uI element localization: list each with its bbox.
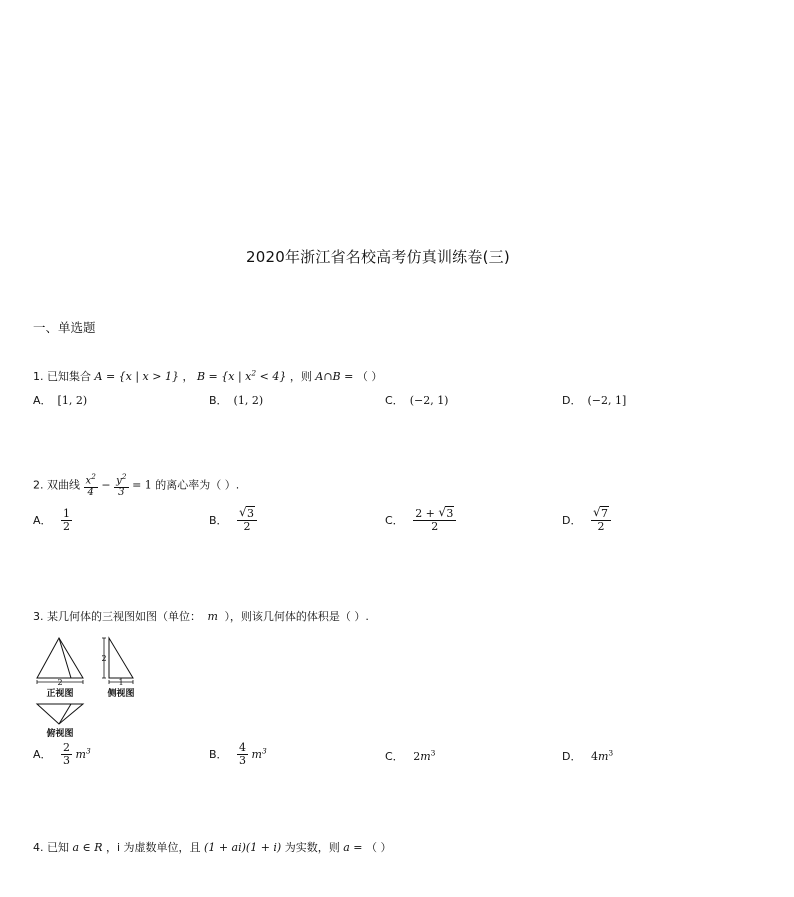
q1-prefix: 1. 已知集合: [33, 370, 91, 383]
q2-fraction-y: $\frac{y^2}{3}$: [116, 472, 127, 498]
q1-expr: A∩B =: [315, 370, 354, 383]
q3-option-d[interactable]: D． $4m^3$: [562, 748, 614, 763]
q2-suffix: 的离心率为（ ）.: [155, 478, 240, 492]
question-1: [33, 368, 382, 384]
q2-fraction-x: $\frac{x^2}{4}$: [85, 472, 96, 498]
q4-mid2: 为实数，则: [284, 841, 340, 854]
q4-mid1: ，i 为虚数单位，且: [105, 841, 201, 854]
front-view: [37, 638, 83, 678]
q1-option-b[interactable]: B． (1, 2): [209, 394, 264, 407]
q3-option-b[interactable]: B． $\frac{4}{3}$ $m^3$: [209, 741, 267, 767]
question-3: [33, 608, 369, 624]
side-height-label: 2: [101, 654, 107, 663]
q1-paren: （ ）: [356, 370, 383, 383]
q1-comma: ，: [182, 370, 194, 383]
question-2: 2. 双曲线 $\frac{x^2}{4}$ − $\frac{y^2}{3}$ = 1 的离心率为（ ）.: [33, 472, 240, 498]
q3-option-c[interactable]: C． $2m^3$: [385, 748, 436, 763]
q3-unit: m: [207, 610, 218, 623]
q1-mid: ，则: [289, 370, 312, 383]
q2-option-c[interactable]: C． 2 + √ 3 2: [385, 508, 456, 532]
three-view-figure: [33, 632, 143, 740]
q1-set-a: A = {x | x > 1}: [94, 370, 179, 383]
question-4: [33, 839, 392, 855]
side-width-label: 1: [118, 678, 124, 687]
section-heading: 一、单选题: [33, 320, 96, 335]
q2-option-b[interactable]: B． √ 3 2: [209, 508, 257, 532]
q1-option-a[interactable]: A． [1, 2): [33, 394, 88, 407]
q2-option-a[interactable]: A． $\frac{1}{2}$: [33, 507, 71, 533]
q4-prefix: 4. 已知: [33, 841, 69, 854]
q3-suffix: ），则该几何体的体积是（ ）.: [224, 610, 369, 623]
q4-paren: （ ）: [366, 841, 392, 854]
q4-ask: a =: [343, 841, 363, 854]
top-view-caption: 俯视图: [46, 729, 74, 739]
q2-prefix: 2. 双曲线: [33, 478, 80, 492]
q1-option-d[interactable]: D． (−2, 1]: [562, 394, 627, 407]
page-title: 2020年浙江省名校高考仿真训练卷(三): [246, 248, 510, 266]
q1-option-c[interactable]: C． (−2, 1): [385, 394, 449, 407]
q1-set-b: B = {x | $x^2 < 4$}: [196, 368, 287, 383]
q4-expression: (1 + ai)(1 + i): [204, 841, 282, 854]
front-view-caption: 正视图: [46, 689, 74, 699]
q3-option-a[interactable]: A． $\frac{2}{3}$ $m^3$: [33, 741, 91, 767]
side-view-caption: 侧视图: [107, 689, 135, 699]
front-width-label: 2: [57, 678, 63, 687]
q2-option-d[interactable]: D． √ 7 2: [562, 508, 611, 532]
top-view: [37, 704, 83, 724]
q3-prefix: 3. 某几何体的三视图如图（单位：: [33, 610, 201, 623]
side-view: [109, 638, 133, 678]
q4-condition: a ∈ R: [72, 841, 103, 854]
